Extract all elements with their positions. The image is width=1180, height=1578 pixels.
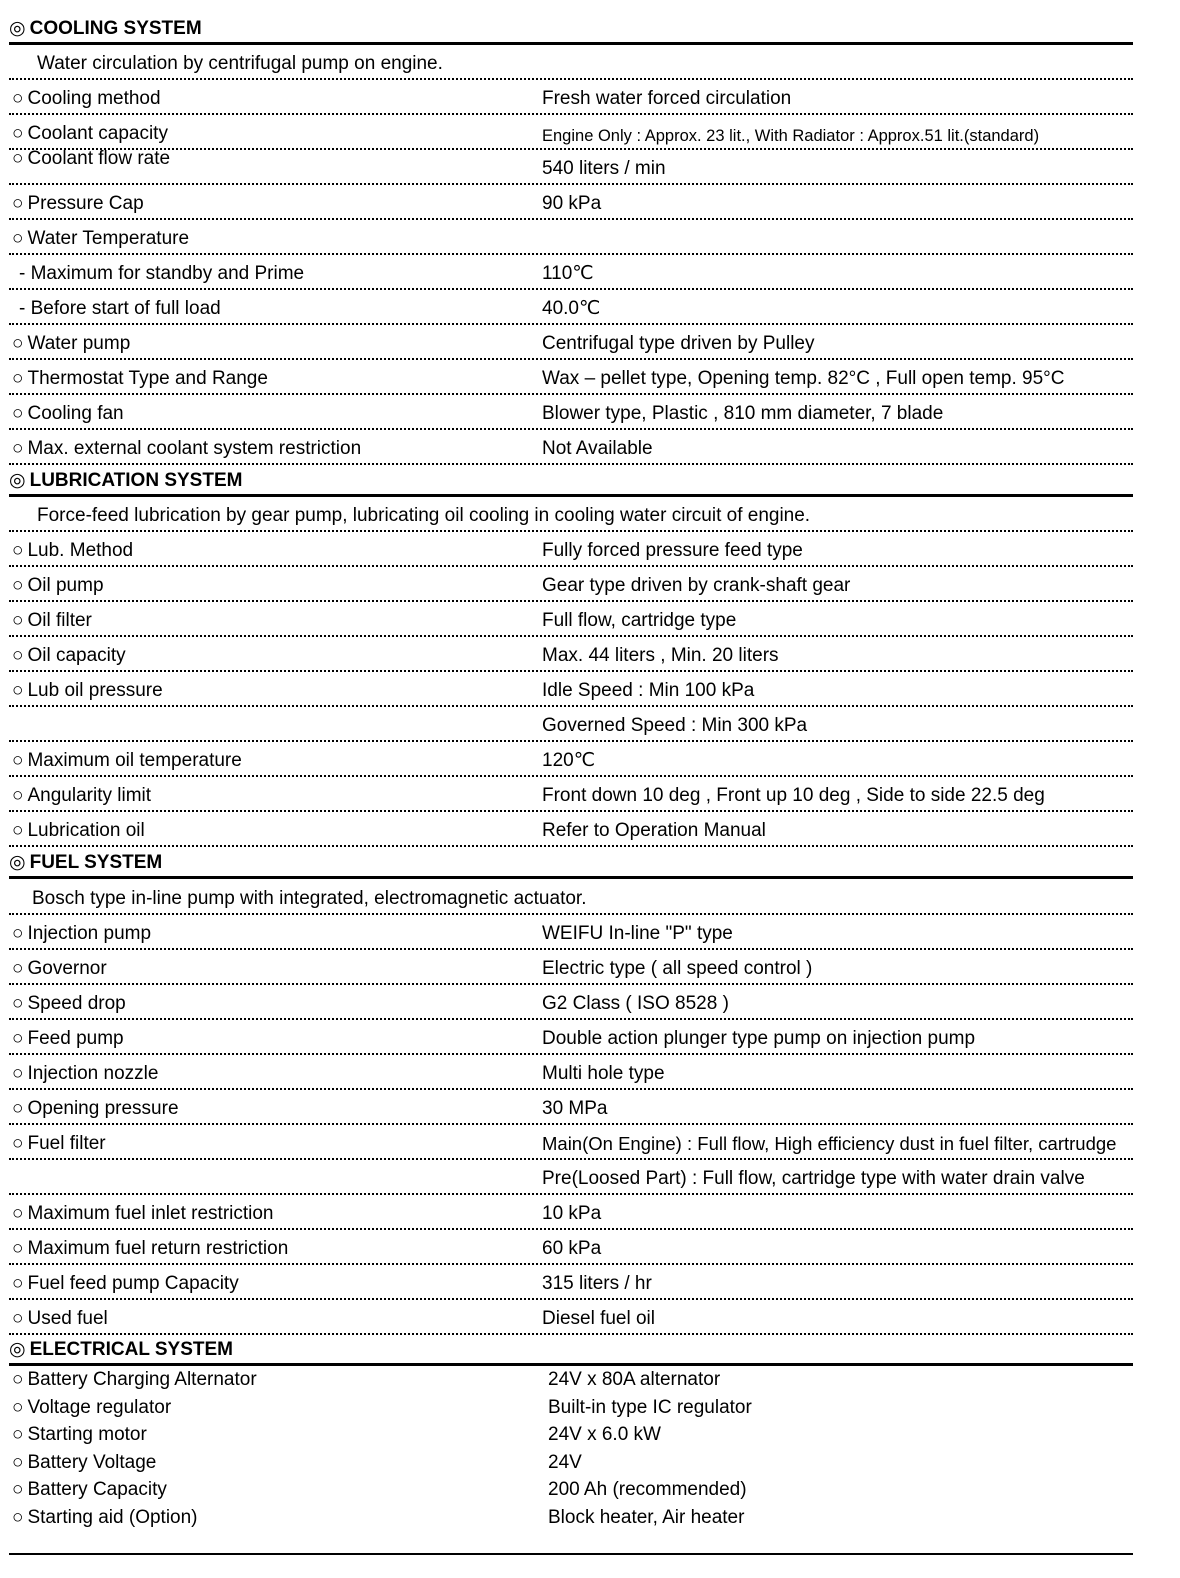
spec-row: ○ Cooling method Fresh water forced circulation xyxy=(9,80,1133,115)
bullet-icon: ○ xyxy=(12,1308,24,1329)
spec-row: ○ Oil filter Full flow, cartridge type xyxy=(9,602,1133,637)
spec-row: ○ Governor Electric type ( all speed control ) xyxy=(9,950,1133,985)
section-mark-icon: ◎ xyxy=(9,852,26,873)
bullet-icon: ○ xyxy=(12,1397,24,1418)
bullet-icon: ○ xyxy=(12,148,24,169)
bullet-icon: ○ xyxy=(12,1507,24,1528)
bullet-icon: ○ xyxy=(12,820,24,841)
bullet-icon: ○ xyxy=(12,1452,24,1473)
spec-row: ○ Thermostat Type and Range Wax – pellet type, Opening temp. 82°C , Full open temp. 95°C xyxy=(9,360,1133,395)
spec-row: ○ Maximum fuel inlet restriction 10 kPa xyxy=(9,1195,1133,1230)
spec-row: ○ Water Temperature xyxy=(9,220,1133,255)
bullet-icon: ○ xyxy=(12,540,24,561)
bullet-icon: ○ xyxy=(12,1098,24,1119)
spec-row: ○ Injection pump WEIFU In-line "P" type xyxy=(9,915,1133,950)
bullet-icon: ○ xyxy=(12,228,24,249)
spec-row: ○ Battery Charging Alternator 24V x 80A alternator xyxy=(12,1369,721,1390)
bullet-icon: ○ xyxy=(12,1063,24,1084)
electrical-section-title: ◎ ELECTRICAL SYSTEM xyxy=(9,1336,1133,1366)
spec-row: ○ Battery Voltage 24V xyxy=(12,1452,582,1473)
section-mark-icon: ◎ xyxy=(9,1339,26,1360)
spec-row: ○ Fuel filter Main(On Engine) : Full flow, High efficiency dust in fuel filter, cartrudge xyxy=(9,1125,1133,1160)
bullet-icon: ○ xyxy=(12,750,24,771)
spec-row: ○ Maximum fuel return restriction 60 kPa xyxy=(9,1230,1133,1265)
bottom-divider xyxy=(9,1553,1133,1555)
spec-row: ○ Maximum oil temperature 120℃ xyxy=(9,742,1133,777)
bullet-icon: ○ xyxy=(12,1028,24,1049)
bullet-icon: ○ xyxy=(12,785,24,806)
bullet-icon: ○ xyxy=(12,403,24,424)
spec-row: ○ Injection nozzle Multi hole type xyxy=(9,1055,1133,1090)
bullet-icon: ○ xyxy=(12,993,24,1014)
bullet-icon: ○ xyxy=(12,958,24,979)
bullet-icon: ○ xyxy=(12,680,24,701)
spec-row: ○ Lubrication oil Refer to Operation Manual xyxy=(9,812,1133,847)
spec-row: Pre(Loosed Part) : Full flow, cartridge type with water drain valve xyxy=(9,1160,1133,1195)
spec-row: - Maximum for standby and Prime 110℃ xyxy=(9,255,1133,290)
spec-row: ○ Opening pressure 30 MPa xyxy=(9,1090,1133,1125)
bullet-icon: ○ xyxy=(12,1133,24,1154)
bullet-icon: ○ xyxy=(12,1238,24,1259)
bullet-icon: ○ xyxy=(12,1479,24,1500)
spec-row: ○ Angularity limit Front down 10 deg , Front up 10 deg , Side to side 22.5 deg xyxy=(9,777,1133,812)
bullet-icon: ○ xyxy=(12,123,24,144)
bullet-icon: ○ xyxy=(12,575,24,596)
fuel-section-title: ◎ FUEL SYSTEM xyxy=(9,849,1133,879)
bullet-icon: ○ xyxy=(12,368,24,389)
spec-row: - Before start of full load 40.0℃ xyxy=(9,290,1133,325)
spec-row: ○ Lub. Method Fully forced pressure feed type xyxy=(9,532,1133,567)
fuel-description: Bosch type in-line pump with integrated, electromagnetic actuator. xyxy=(9,880,1133,915)
bullet-icon: ○ xyxy=(12,610,24,631)
bullet-icon: ○ xyxy=(12,1273,24,1294)
spec-row: ○ Water pump Centrifugal type driven by Pulley xyxy=(9,325,1133,360)
spec-row: ○ Cooling fan Blower type, Plastic , 810 mm diameter, 7 blade xyxy=(9,395,1133,430)
spec-row: ○ Used fuel Diesel fuel oil xyxy=(9,1300,1133,1335)
bullet-icon: ○ xyxy=(12,645,24,666)
bullet-icon: ○ xyxy=(12,193,24,214)
spec-row: ○ Max. external coolant system restriction Not Available xyxy=(9,430,1133,465)
bullet-icon: ○ xyxy=(12,333,24,354)
spec-row: ○ Pressure Cap 90 kPa xyxy=(9,185,1133,220)
bullet-icon: ○ xyxy=(12,1203,24,1224)
spec-row: ○ Fuel feed pump Capacity 315 liters / hr xyxy=(9,1265,1133,1300)
spec-row: ○ Lub oil pressure Idle Speed : Min 100 kPa xyxy=(9,672,1133,707)
spec-row: ○ Coolant capacity Engine Only : Approx. 23 lit., With Radiator : Approx.51 lit.(standard) xyxy=(9,115,1133,150)
cooling-section-title: ◎ COOLING SYSTEM xyxy=(9,15,1133,45)
spec-row: Governed Speed : Min 300 kPa xyxy=(9,707,1133,742)
section-mark-icon: ◎ xyxy=(9,18,26,39)
lubrication-description: Force-feed lubrication by gear pump, lubricating oil cooling in cooling water circuit of engine. xyxy=(9,497,1133,532)
spec-row: ○ Coolant flow rate 540 liters / min xyxy=(9,150,1133,185)
cooling-description: Water circulation by centrifugal pump on engine. xyxy=(9,45,1133,80)
spec-row: ○ Speed drop G2 Class ( ISO 8528 ) xyxy=(9,985,1133,1020)
spec-row: ○ Starting aid (Option) Block heater, Air heater xyxy=(12,1507,745,1528)
spec-row: ○ Feed pump Double action plunger type pump on injection pump xyxy=(9,1020,1133,1055)
spec-row: ○ Starting motor 24V x 6.0 kW xyxy=(12,1424,661,1445)
spec-row: ○ Oil pump Gear type driven by crank-shaft gear xyxy=(9,567,1133,602)
section-mark-icon: ◎ xyxy=(9,470,26,491)
bullet-icon: ○ xyxy=(12,923,24,944)
spec-row: ○ Battery Capacity 200 Ah (recommended) xyxy=(12,1479,747,1500)
spec-row: ○ Oil capacity Max. 44 liters , Min. 20 liters xyxy=(9,637,1133,672)
bullet-icon: ○ xyxy=(12,1424,24,1445)
lubrication-section-title: ◎ LUBRICATION SYSTEM xyxy=(9,467,1133,497)
bullet-icon: ○ xyxy=(12,438,24,459)
bullet-icon: ○ xyxy=(12,1369,24,1390)
spec-row: ○ Voltage regulator Built-in type IC regulator xyxy=(12,1397,752,1418)
bullet-icon: ○ xyxy=(12,88,24,109)
